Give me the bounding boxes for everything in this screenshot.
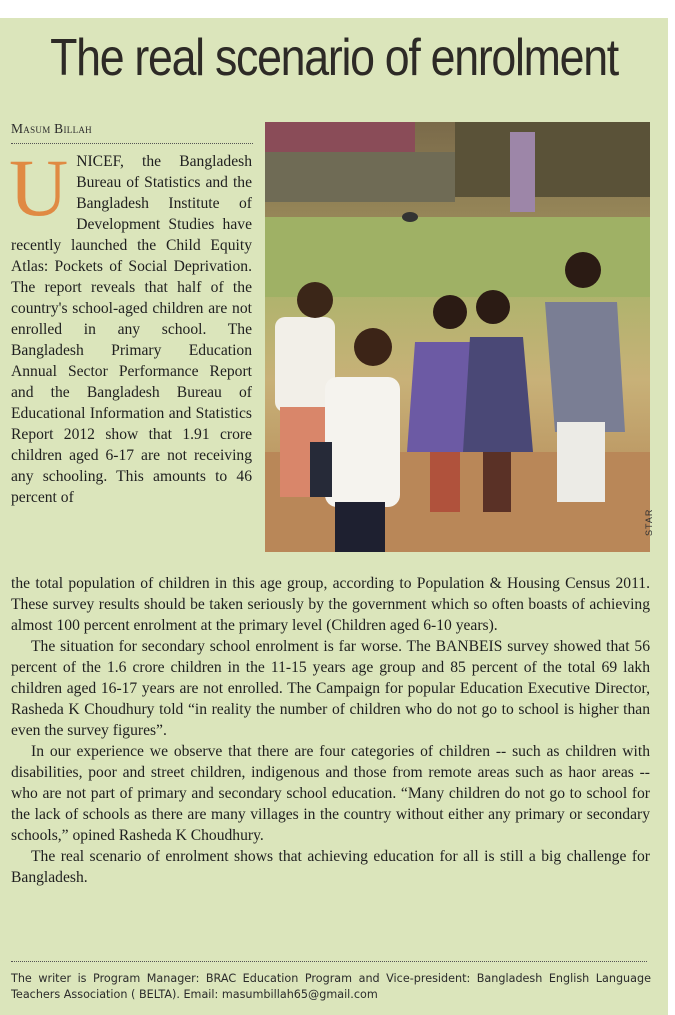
footer-divider [11, 961, 647, 962]
headline: The real scenario of enrolment [50, 29, 618, 87]
photo-credit: STAR [644, 508, 654, 536]
author-note: The writer is Program Manager: BRAC Education Program and Vice-president: Bangladesh English Language Teachers Association ( BELTA). Email: masumbillah65@gmail.com [11, 972, 651, 1001]
schoolchildren-photo [265, 122, 650, 552]
dropcap: U [9, 142, 69, 233]
column-text [9, 142, 252, 508]
body-text [11, 573, 650, 888]
article-photo [265, 122, 650, 552]
intro-paragraph: NICEF, the Bangladesh Bureau of Statistics and the Bangladesh Institute of Development Studies have recently launched the Child Equity Atlas: Pockets of Social Deprivation. The report reveals that half of the country's school-aged children are not enrolled in any school. The Bangladesh Primary Education Annual Sector Performance Report and the Bangladesh Bureau of Educational Information and Statistics Report 2012 show that 1.91 crore children aged 6-17 are not receiving any schooling. This amounts to 46 percent of [11, 153, 252, 506]
paragraph-2: The situation for secondary school enrolment is far worse. The BANBEIS survey showed that 56 percent of the 1.6 crore children in the 11-15 years age group and 85 percent of the total 69 lakh children aged 16-17 years are not enrolled. The Campaign for popular Education Executive Director, Rasheda K Choudhury told “in reality the number of children who do not go to school is higher than even the survey figures”. [11, 638, 650, 739]
paragraph-4: The real scenario of enrolment shows that achieving education for all is still a big challenge for Bangladesh. [11, 848, 650, 886]
continuation-paragraph: the total population of children in this age group, according to Population & Housing Census 2011. These survey results should be taken seriously by the government which so often boasts of achieving almost 100 percent enrolment at the primary level (Children aged 6-10 years). [11, 575, 650, 634]
byline-name: Masum Billah [11, 121, 92, 136]
paragraph-3: In our experience we observe that there are four categories of children -- such as children with disabilities, poor and street children, indigenous and those from remote areas such as haor areas -- who are not part of primary and secondary school education. “Many children do not go to school for the lack of schools as there are many villages in the country without either any primary or secondary schools,” opined Rasheda K Choudhury. [11, 743, 650, 844]
byline [11, 121, 253, 137]
